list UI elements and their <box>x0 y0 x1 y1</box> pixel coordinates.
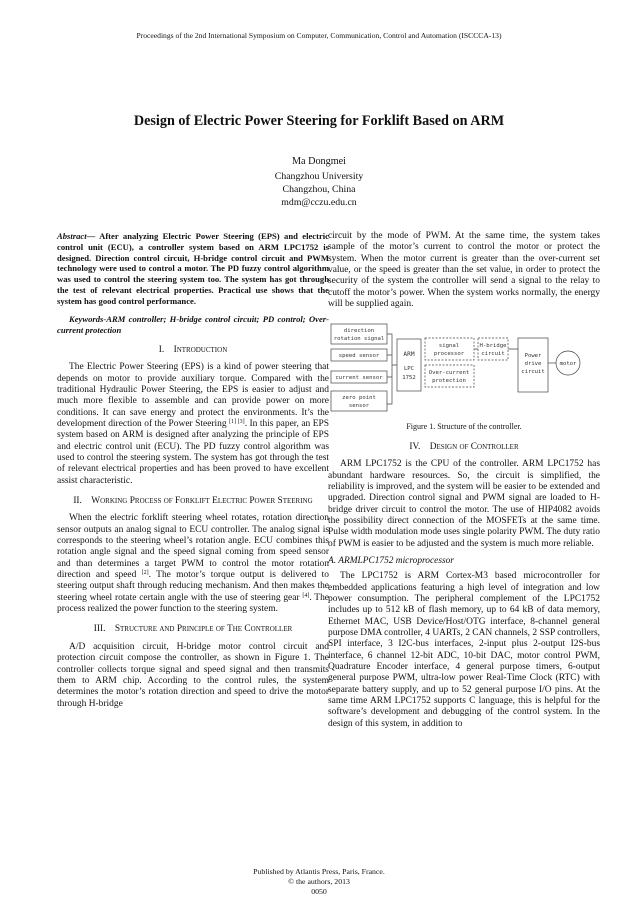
section-4-paragraph: ARM LPC1752 is the CPU of the controller. ARM LPC1752 has abundant hardware resources. So, the circuit is simplified, the reliability is improved, and the system will be easier to be extended and upgraded. Direction control signal and PWM signal are loaded to H-bridge driver circuit to control the motor. The use of HIP4082 avoids the possibility direct connection of the MOSFETs at the same time. Pulse width modulation mode uses single polarity PWM. The duty ratio of PWM is easier to be adjusted and the system is much more reliable. <box>328 459 600 549</box>
section-1-title: Introduction <box>173 344 228 355</box>
arm-lpc1752-box <box>397 339 421 391</box>
motor-label: motor <box>559 361 577 368</box>
citation: [2] <box>141 570 149 577</box>
page-number: 0050 <box>311 886 327 896</box>
section-4-title: Design of Controller <box>429 441 519 452</box>
signal-label: signal <box>438 343 460 350</box>
drive-label: drive <box>524 361 542 368</box>
section-3-paragraph: A/D acquisition circuit, H-bridge motor control circuit and protection circuit compose the controller, as shown in Figure 1. The controller collects torque signal and speed signal and then transmits them to ARM chip. According to the control rules, the system determines the motor’s rotation direction and speed to drive the motor through H-bridge <box>57 641 329 709</box>
s2-text-c: . The process realized the power function to the steering system. <box>57 592 329 615</box>
copyright-line: © the authors, 2013 <box>288 876 350 886</box>
over-current-label: Over-current <box>428 370 470 377</box>
author-email: mdm@cczu.edu.cn <box>281 197 357 208</box>
affiliation-university: Changzhou University <box>274 171 364 182</box>
lpc-label: LPC <box>403 366 415 373</box>
processor-label: processor <box>433 351 465 358</box>
section-4-number: IV. <box>409 441 421 452</box>
citation: [1] [3] <box>229 418 245 425</box>
arm-label: ARM <box>403 351 415 359</box>
left-column <box>57 231 329 710</box>
section-3-number: III. <box>93 624 106 635</box>
section-1-paragraph <box>57 362 329 487</box>
s2-text-b: . The motor’s torque output is delivered to steering output shaft through reducing mechanism. And then makes the steering wheel rotate certain angle with the use of steering gear <box>57 570 329 603</box>
affiliation-city: Changzhou, China <box>282 184 356 195</box>
keywords: Keywords-ARM controller; H-bridge control circuit; PD control; Over-current protection <box>57 314 329 335</box>
subsection-a-paragraph: The LPC1752 is ARM Cortex-M3 based microcontroller for embedded applications featuring a high level of integration and low power consumption. The peripheral complement of the LPC1752 includes up to 512 kB of flash memory, up to 64 kB of data memory, Ethernet MAC, USB Device/Host/OTG interface, 8-channel general purpose DMA controller, 4 UARTs, 2 CAN channels, 2 SSP controllers, SPI interface, 3 I2C-bus interfaces, 2-input plus 2-output I2S-bus interface, 6 channel 12-bit ADC, 10-bit DAC, motor control PWM, Quadrature Encoder interface, 4 general purpose timers, 6-output general purpose PWM, ultra-low power Real-Time Clock (RTC) with separate battery supply, and up to 52 general purpose I/O pins. At the same time ARM LPC1752 supports C language, this is helpful for the software’s development and debugging of the control system. In the design of this system, in addition to <box>328 571 600 729</box>
publisher-footer <box>0 867 638 896</box>
abstract-label: Abstract— <box>57 231 96 241</box>
power-circuit-label: circuit <box>521 369 545 376</box>
section-2-heading <box>57 496 329 507</box>
section-4-heading <box>328 442 600 453</box>
proceedings-header: Proceedings of the 2nd International Symposium on Computer, Communication, Control and Automation (ISCCCA-13) <box>136 31 502 40</box>
figure-1-diagram <box>328 319 600 419</box>
figure-1-caption: Figure 1. Structure of the controller. <box>406 422 522 432</box>
paper-title: Design of Electric Power Steering for Forklift Based on ARM <box>133 113 505 129</box>
s1-text-b: . In this paper, an EPS system based on ARM is designed after analyzing the principle of EPS and electric control unit (ECU). The PD fuzzy control algorithm was used to control the steering system. The system has got through the test of relevant electrical properties and has been proved to have excellent assist characteristic. <box>57 418 330 486</box>
s1-text-a: The Electric Power Steering (EPS) is a kind of power steering that depends on motor to provide auxiliary torque. Compared with the traditional Hydraulic Power Steering, the EPS is easier to adjust and much more flexible to assemble and can provide power on more conditions. It can save energy and protect the environments. It’s the development direction of the Power Steering <box>57 362 329 429</box>
zero-point-label: zero point <box>342 395 376 402</box>
abstract <box>57 231 329 306</box>
s2-text-a: When the electric forklift steering wheel rotates, rotation direction sensor outputs an analog signal to ECU controller. The analog signal is corresponds to the steering wheel’s rotation angle. ECU combines this rotation angle signal and the speed signal coming from speed sensor and than determines a target PWM to control the motor rotation direction and speed <box>57 513 329 581</box>
section-2-number: II. <box>73 495 82 506</box>
author-name: Ma Dongmei <box>291 156 347 167</box>
citation: [4] <box>302 592 310 599</box>
section-3-heading <box>57 624 329 635</box>
right-column <box>328 231 600 730</box>
section-3-title: Structure and Principle of The Controller <box>114 624 293 635</box>
protection-label: protection <box>432 378 466 385</box>
current-sensor-label: current sensor <box>335 375 383 382</box>
section-1-number: I. <box>158 344 165 355</box>
publisher-line: Published by Atlantis Press, Paris, France. <box>253 867 385 876</box>
power-label: Power <box>524 353 542 360</box>
sensor-label: sensor <box>348 403 370 410</box>
circuit-label: circuit <box>481 351 505 358</box>
rotation-signal-label: rotation signal <box>333 336 385 343</box>
h-bridge-label: H-bridge <box>479 343 507 350</box>
subsection-a-heading: A. ARMLPC1752 microprocessor <box>328 555 454 566</box>
section-1-heading <box>57 345 329 356</box>
lpc-number-label: 1752 <box>402 375 416 382</box>
direction-label: direction <box>343 328 375 335</box>
abstract-text: After analyzing Electric Power Steering (EPS) and electric control unit (ECU), a controller system based on ARM LPC1752 is designed. Direction control circuit, H-bridge control circuit and PWM technology were used to control a motor. The PD fuzzy control algorithm was used to control the steering system too. The system has got through the test of relevant electrical properties. Practical use shows that the system has good control performance. <box>57 231 329 306</box>
section-3-paragraph-continued: circuit by the mode of PWM. At the same time, the system takes sample of the motor’s current to control the motor or protect the system. When the motor current is greater than the over-current set value, or the speed is greater than the set value, in order to protect the security of the system the controller will send a signal to the relay to cutoff the motor’s power. When the system works normally, the energy will be supplied again. <box>328 231 600 310</box>
section-2-title: Working Process of Forklift Electric Power Steering <box>91 495 313 506</box>
speed-sensor-label: speed sensor <box>338 353 380 360</box>
section-2-paragraph <box>57 513 329 615</box>
